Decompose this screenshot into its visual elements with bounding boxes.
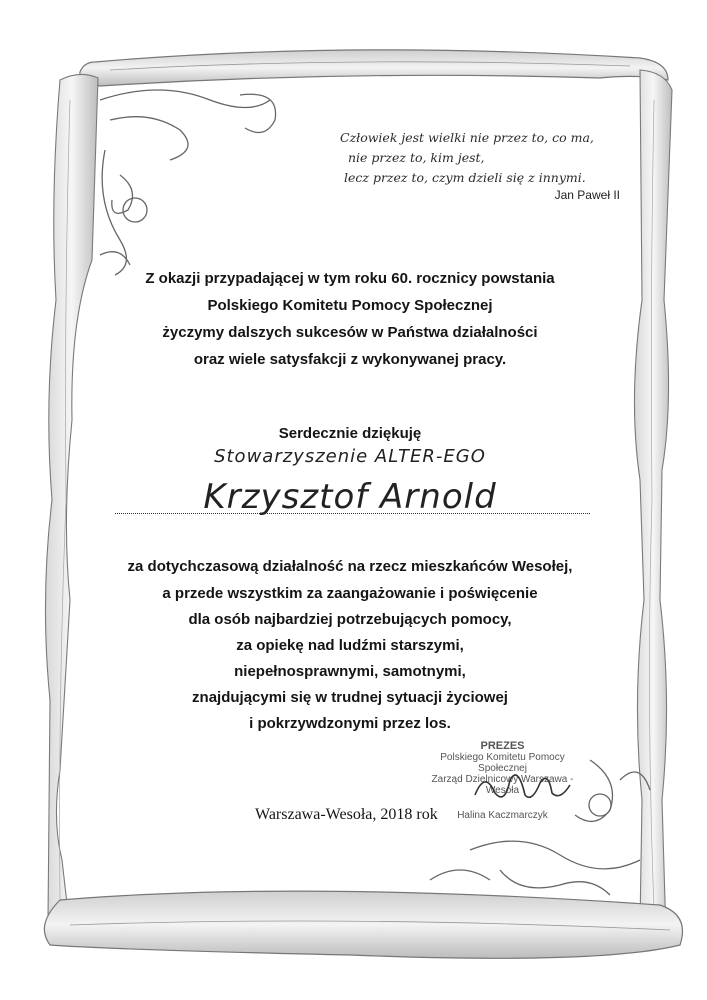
greeting-line-1: Z okazji przypadającej w tym roku 60. rocznicy powstania [145, 270, 555, 287]
quote-line-3: lecz przez to, czym dzieli się z innymi. [344, 170, 586, 185]
body-line-2: a przede wszystkim za zaangażowanie i poświęcenie [162, 585, 538, 602]
body-line-3: dla osób najbardziej potrzebujących pomocy, [188, 611, 512, 628]
recipient-name: Krzysztof Arnold [203, 477, 497, 517]
quote-line-1: Człowiek jest wielki nie przez to, co ma, [340, 130, 594, 145]
signature-scribble [470, 765, 580, 805]
stamp-name: Halina Kaczmarczyk [457, 810, 548, 821]
quote-author: Jan Paweł II [554, 188, 620, 202]
greeting-line-2: Polskiego Komitetu Pomocy Społecznej [207, 297, 493, 314]
stamp-line-1: Polskiego Komitetu Pomocy Społecznej [440, 752, 565, 774]
body-line-5: niepełnosprawnymi, samotnymi, [234, 663, 466, 680]
body-line-4: za opiekę nad ludźmi starszymi, [236, 637, 464, 654]
place-date: Warszawa-Wesoła, 2018 rok [255, 806, 438, 823]
organization-name: Stowarzyszenie ALTER-EGO [214, 446, 486, 467]
stamp-title: PREZES [480, 740, 525, 752]
quote-line-2: nie przez to, kim jest, [348, 150, 485, 165]
body-line-1: za dotychczasową działalność na rzecz mieszkańców Wesołej, [127, 558, 573, 575]
greeting-line-4: oraz wiele satysfakcji z wykonywanej pracy. [193, 351, 507, 368]
thanks-heading: Serdecznie dziękuję [278, 425, 422, 442]
body-line-6: znajdującymi się w trudnej sytuacji życiowej [192, 689, 508, 706]
body-line-7: i pokrzywdzonymi przez los. [249, 715, 451, 732]
greeting-line-3: życzymy dalszych sukcesów w Państwa działalności [162, 324, 538, 341]
name-underline [115, 513, 590, 514]
stamp-line-2: Zarząd Dzielnicowy Warszawa - Wesoła [431, 774, 574, 796]
